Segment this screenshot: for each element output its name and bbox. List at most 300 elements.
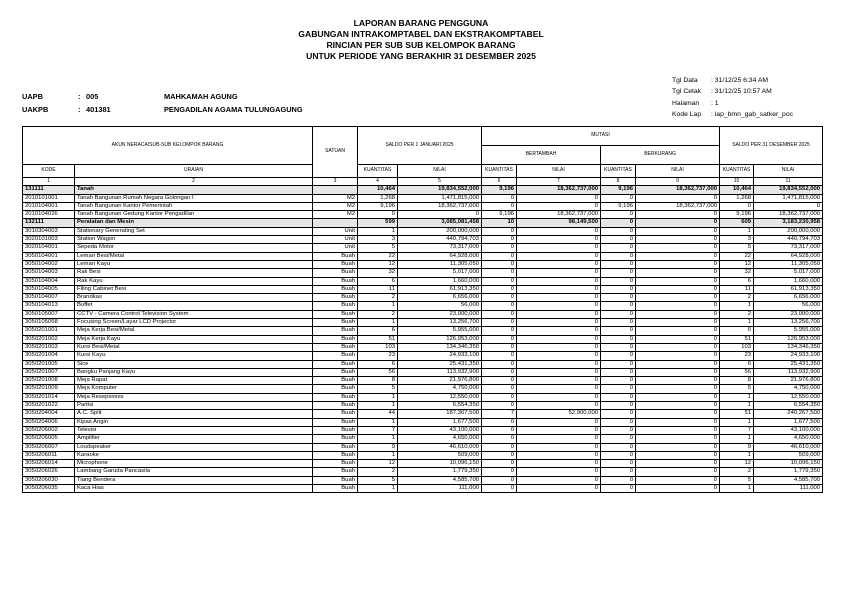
cell-qty-saldo-akhir: 2: [720, 310, 754, 318]
cell-uraian: Meja Kerja Besi/Metal: [75, 327, 313, 335]
cell-qty-saldo-akhir: 0: [720, 202, 754, 210]
cell-nilai-berkurang: 0: [636, 377, 720, 385]
cell-satuan: Buah: [313, 476, 358, 484]
cell-uraian: Meja Komputer: [75, 385, 313, 393]
cell-nilai-saldo-awal: 46,610,000: [398, 443, 482, 451]
cell-qty-saldo-awal: 56: [358, 368, 398, 376]
column-number: 7: [517, 178, 601, 186]
cell-nilai-saldo-akhir: 4,750,000: [754, 385, 823, 393]
cell-satuan: Buah: [313, 426, 358, 434]
cell-satuan: Buah: [313, 343, 358, 351]
cell-uraian: Kaca Hias: [75, 484, 313, 492]
cell-nilai-bertambah: 0: [517, 260, 601, 268]
cell-satuan: [313, 186, 358, 194]
table-row: [23, 393, 823, 401]
cell-nilai-saldo-akhir: 5,017,000: [754, 269, 823, 277]
cell-kode: 3020101003: [23, 236, 75, 244]
cell-uraian: Buffet: [75, 302, 313, 310]
cell-satuan: Buah: [313, 360, 358, 368]
cell-qty-berkurang: 0: [601, 302, 636, 310]
cell-nilai-bertambah: 0: [517, 327, 601, 335]
halaman-value: : 1: [711, 99, 719, 107]
cell-uraian: A.C. Split: [75, 410, 313, 418]
cell-nilai-saldo-awal: 4,650,000: [398, 435, 482, 443]
cell-uraian: Bangku Panjang Kayu: [75, 368, 313, 376]
cell-nilai-bertambah: 0: [517, 244, 601, 252]
table-row: [23, 294, 823, 302]
cell-nilai-bertambah: 0: [517, 294, 601, 302]
cell-qty-saldo-akhir: 12: [720, 460, 754, 468]
cell-kode: 3050104003: [23, 269, 75, 277]
cell-qty-saldo-akhir: 9: [720, 443, 754, 451]
cell-nilai-bertambah: 0: [517, 402, 601, 410]
cell-nilai-saldo-awal: 43,100,000: [398, 426, 482, 434]
cell-uraian: Lemari Kayu: [75, 260, 313, 268]
cell-nilai-bertambah: 0: [517, 426, 601, 434]
cell-kode: 3050201001: [23, 327, 75, 335]
cell-uraian: Kursi Kayu: [75, 352, 313, 360]
cell-nilai-saldo-akhir: 134,346,350: [754, 343, 823, 351]
table-row: [23, 327, 823, 335]
column-number: 4: [358, 178, 398, 186]
cell-nilai-berkurang: 0: [636, 211, 720, 219]
cell-qty-bertambah: 0: [482, 402, 517, 410]
cell-qty-bertambah: 0: [482, 319, 517, 327]
cell-kode: 3050104007: [23, 294, 75, 302]
cell-satuan: Buah: [313, 252, 358, 260]
cell-nilai-saldo-akhir: 13,256,700: [754, 319, 823, 327]
cell-satuan: M2: [313, 211, 358, 219]
cell-qty-saldo-awal: 6: [358, 327, 398, 335]
cell-qty-bertambah: 0: [482, 310, 517, 318]
cell-nilai-saldo-akhir: 200,000,000: [754, 227, 823, 235]
cell-kode: 3050105058: [23, 319, 75, 327]
table-row: [23, 385, 823, 393]
table-row: [23, 476, 823, 484]
cell-qty-saldo-akhir: 22: [720, 252, 754, 260]
cell-nilai-saldo-awal: 11,305,050: [398, 260, 482, 268]
cell-nilai-saldo-akhir: 10,096,150: [754, 460, 823, 468]
cell-qty-saldo-awal: 6: [358, 277, 398, 285]
header-bertambah: BERTAMBAH: [482, 146, 601, 165]
cell-qty-bertambah: 0: [482, 360, 517, 368]
cell-qty-bertambah: 0: [482, 368, 517, 376]
column-number: 3: [313, 178, 358, 186]
cell-nilai-saldo-akhir: 23,000,000: [754, 310, 823, 318]
cell-qty-saldo-awal: 2: [358, 468, 398, 476]
cell-qty-saldo-awal: 22: [358, 252, 398, 260]
cell-qty-saldo-awal: 44: [358, 410, 398, 418]
table-row: [23, 285, 823, 293]
cell-nilai-saldo-awal: 1,660,000: [398, 277, 482, 285]
cell-qty-saldo-akhir: 1: [720, 451, 754, 459]
halaman-row: [672, 98, 793, 109]
cell-nilai-saldo-akhir: 12,550,000: [754, 393, 823, 401]
cell-qty-berkurang: 0: [601, 335, 636, 343]
cell-kode: 132111: [23, 219, 75, 227]
cell-nilai-bertambah: 0: [517, 285, 601, 293]
cell-qty-berkurang: 0: [601, 269, 636, 277]
cell-satuan: Buah: [313, 352, 358, 360]
cell-nilai-bertambah: 0: [517, 277, 601, 285]
cell-qty-bertambah: 0: [482, 260, 517, 268]
cell-qty-saldo-awal: 11: [358, 285, 398, 293]
cell-qty-berkurang: 0: [601, 443, 636, 451]
cell-satuan: M2: [313, 202, 358, 210]
cell-nilai-saldo-awal: 4,585,700: [398, 476, 482, 484]
cell-nilai-berkurang: 0: [636, 360, 720, 368]
column-number: 1: [23, 178, 75, 186]
cell-qty-saldo-akhir: 609: [720, 219, 754, 227]
cell-satuan: Buah: [313, 393, 358, 401]
cell-qty-saldo-akhir: 1,268: [720, 194, 754, 202]
cell-nilai-saldo-awal: 5,955,000: [398, 327, 482, 335]
cell-uraian: Meja Kerja Kayu: [75, 335, 313, 343]
cell-kode: 3050206002: [23, 426, 75, 434]
header-kode: KODE: [23, 165, 75, 178]
group-row: [23, 186, 823, 194]
cell-kode: 3050201022: [23, 402, 75, 410]
cell-kode: 3020104001: [23, 244, 75, 252]
cell-nilai-berkurang: 0: [636, 319, 720, 327]
cell-qty-saldo-awal: 1: [358, 319, 398, 327]
uakpb-name: PENGADILAN AGAMA TULUNGAGUNG: [164, 104, 303, 114]
cell-satuan: Buah: [313, 468, 358, 476]
cell-qty-saldo-awal: 1: [358, 227, 398, 235]
cell-qty-bertambah: 0: [482, 377, 517, 385]
cell-uraian: Televisi: [75, 426, 313, 434]
cell-uraian: Tanah: [75, 186, 313, 194]
uakpb-row: [22, 104, 303, 117]
column-number: 11: [754, 178, 823, 186]
table-row: [23, 244, 823, 252]
cell-qty-saldo-akhir: 1: [720, 227, 754, 235]
cell-nilai-saldo-awal: 440,794,703: [398, 236, 482, 244]
cell-nilai-saldo-awal: 200,000,000: [398, 227, 482, 235]
cell-kode: 3050206007: [23, 443, 75, 451]
cell-nilai-bertambah: 0: [517, 435, 601, 443]
cell-nilai-bertambah: 0: [517, 377, 601, 385]
cell-nilai-bertambah: 0: [517, 343, 601, 351]
cell-nilai-berkurang: 0: [636, 460, 720, 468]
cell-qty-bertambah: 0: [482, 468, 517, 476]
table-row: [23, 269, 823, 277]
cell-qty-saldo-akhir: 12: [720, 260, 754, 268]
cell-nilai-bertambah: 18,362,737,000: [517, 211, 601, 219]
cell-qty-berkurang: 0: [601, 368, 636, 376]
cell-uraian: Focusing Screen/Layar LCD Projector: [75, 319, 313, 327]
cell-nilai-berkurang: 0: [636, 310, 720, 318]
uapb-colon: :: [78, 92, 81, 101]
cell-nilai-saldo-awal: 25,431,350: [398, 360, 482, 368]
cell-nilai-saldo-awal: 4,750,000: [398, 385, 482, 393]
cell-qty-berkurang: 0: [601, 435, 636, 443]
unit-info: [22, 91, 303, 116]
cell-qty-saldo-akhir: 3: [720, 236, 754, 244]
cell-qty-berkurang: 0: [601, 352, 636, 360]
cell-uraian: Tanah Bangunan Rumah Negara Golongan I: [75, 194, 313, 202]
cell-qty-saldo-akhir: 8: [720, 377, 754, 385]
header-saldo-awal: SALDO PER 1 JANUARI 2025: [358, 127, 482, 165]
header-nilai: NILAI: [398, 165, 482, 178]
cell-qty-bertambah: 0: [482, 476, 517, 484]
uapb-row: [22, 91, 303, 104]
cell-qty-berkurang: 0: [601, 294, 636, 302]
cell-qty-saldo-akhir: 6: [720, 360, 754, 368]
cell-nilai-bertambah: 0: [517, 385, 601, 393]
cell-nilai-bertambah: 98,149,500: [517, 219, 601, 227]
uapb-code: 005: [86, 92, 99, 101]
cell-qty-saldo-akhir: 5: [720, 476, 754, 484]
cell-nilai-saldo-awal: 61,913,350: [398, 285, 482, 293]
report-title-line: LAPORAN BARANG PENGGUNA: [353, 18, 489, 28]
cell-qty-saldo-awal: 12: [358, 460, 398, 468]
cell-nilai-berkurang: 0: [636, 277, 720, 285]
cell-nilai-berkurang: 0: [636, 352, 720, 360]
cell-qty-saldo-awal: 51: [358, 335, 398, 343]
cell-uraian: Lambang Garuda Pancasila: [75, 468, 313, 476]
table-row: [23, 335, 823, 343]
cell-kode: 3050204004: [23, 410, 75, 418]
cell-uraian: Tanah Bangunan Gedung Kantor Pengadilan: [75, 211, 313, 219]
cell-nilai-saldo-awal: 509,000: [398, 451, 482, 459]
cell-kode: 3050104013: [23, 302, 75, 310]
cell-satuan: Unit: [313, 236, 358, 244]
cell-qty-saldo-akhir: 32: [720, 269, 754, 277]
table-header: [23, 127, 823, 186]
cell-qty-berkurang: 0: [601, 244, 636, 252]
cell-qty-saldo-akhir: 1: [720, 319, 754, 327]
cell-qty-berkurang: 0: [601, 327, 636, 335]
cell-nilai-saldo-awal: 5,017,000: [398, 269, 482, 277]
cell-kode: 3050201002: [23, 335, 75, 343]
header-uraian: URAIAN: [75, 165, 313, 178]
cell-nilai-berkurang: 0: [636, 227, 720, 235]
cell-nilai-saldo-akhir: 18,362,737,000: [754, 211, 823, 219]
cell-uraian: Tanah Bangunan Kantor Pemerintah: [75, 202, 313, 210]
cell-nilai-saldo-akhir: 4,650,000: [754, 435, 823, 443]
header-berkurang: BERKURANG: [601, 146, 720, 165]
cell-satuan: Buah: [313, 319, 358, 327]
cell-qty-bertambah: 0: [482, 285, 517, 293]
cell-nilai-berkurang: 0: [636, 435, 720, 443]
cell-uraian: Filing Cabinet Besi: [75, 285, 313, 293]
cell-qty-bertambah: 0: [482, 443, 517, 451]
cell-nilai-berkurang: 0: [636, 426, 720, 434]
uakpb-code: 401381: [86, 104, 111, 114]
cell-nilai-berkurang: 0: [636, 393, 720, 401]
cell-nilai-saldo-akhir: 73,317,000: [754, 244, 823, 252]
cell-qty-bertambah: 0: [482, 451, 517, 459]
header-nilai: NILAI: [517, 165, 601, 178]
cell-qty-saldo-awal: 1: [358, 484, 398, 492]
cell-qty-saldo-awal: 2: [358, 294, 398, 302]
cell-qty-berkurang: 0: [601, 393, 636, 401]
cell-nilai-saldo-awal: 24,933,100: [398, 352, 482, 360]
cell-nilai-berkurang: 0: [636, 302, 720, 310]
header-satuan: SATUAN: [313, 127, 358, 178]
cell-qty-bertambah: 0: [482, 343, 517, 351]
cell-nilai-berkurang: 0: [636, 476, 720, 484]
cell-qty-berkurang: 0: [601, 460, 636, 468]
cell-qty-saldo-akhir: 11: [720, 285, 754, 293]
header-mutasi: MUTASI: [482, 127, 720, 146]
cell-qty-bertambah: 0: [482, 460, 517, 468]
table-row: [23, 260, 823, 268]
cell-qty-saldo-akhir: 51: [720, 335, 754, 343]
cell-nilai-berkurang: 0: [636, 219, 720, 227]
table-row: [23, 426, 823, 434]
cell-nilai-berkurang: 0: [636, 368, 720, 376]
cell-kode: 131111: [23, 186, 75, 194]
cell-qty-bertambah: 0: [482, 194, 517, 202]
cell-qty-bertambah: 0: [482, 252, 517, 260]
table-row: [23, 319, 823, 327]
cell-nilai-saldo-awal: 126,953,000: [398, 335, 482, 343]
cell-qty-saldo-akhir: 7: [720, 426, 754, 434]
cell-qty-saldo-awal: 1: [358, 451, 398, 459]
cell-satuan: Buah: [313, 335, 358, 343]
cell-nilai-bertambah: 18,362,737,000: [517, 186, 601, 194]
cell-nilai-berkurang: 0: [636, 410, 720, 418]
cell-qty-bertambah: 0: [482, 277, 517, 285]
cell-nilai-saldo-awal: 12,550,000: [398, 393, 482, 401]
cell-nilai-saldo-awal: 21,976,800: [398, 377, 482, 385]
cell-kode: 3050206014: [23, 460, 75, 468]
cell-satuan: Buah: [313, 460, 358, 468]
cell-satuan: Buah: [313, 277, 358, 285]
cell-qty-berkurang: 0: [601, 385, 636, 393]
cell-kode: 3050206026: [23, 468, 75, 476]
cell-kode: 3050201005: [23, 360, 75, 368]
cell-satuan: Buah: [313, 368, 358, 376]
cell-qty-bertambah: 0: [482, 244, 517, 252]
cell-nilai-saldo-akhir: 3,183,230,958: [754, 219, 823, 227]
cell-qty-saldo-akhir: 10,464: [720, 186, 754, 194]
cell-nilai-bertambah: 0: [517, 418, 601, 426]
cell-nilai-saldo-awal: 73,317,000: [398, 244, 482, 252]
cell-kode: 3050204006: [23, 418, 75, 426]
cell-qty-saldo-awal: 1: [358, 393, 398, 401]
cell-satuan: Buah: [313, 327, 358, 335]
cell-qty-saldo-awal: 23: [358, 352, 398, 360]
cell-qty-berkurang: 0: [601, 484, 636, 492]
cell-uraian: Rak Kayu: [75, 277, 313, 285]
cell-nilai-bertambah: 0: [517, 335, 601, 343]
cell-uraian: CCTV - Camera Control Television System: [75, 310, 313, 318]
cell-kode: 3050201003: [23, 343, 75, 351]
cell-qty-bertambah: 0: [482, 327, 517, 335]
tgl-data-label: Tgl Data: [672, 77, 698, 84]
cell-nilai-berkurang: 0: [636, 260, 720, 268]
cell-kode: 3050206035: [23, 484, 75, 492]
cell-nilai-saldo-awal: 3,085,081,458: [398, 219, 482, 227]
cell-qty-saldo-awal: 0: [358, 211, 398, 219]
table-row: [23, 443, 823, 451]
cell-nilai-saldo-akhir: 111,000: [754, 484, 823, 492]
cell-nilai-berkurang: 0: [636, 443, 720, 451]
cell-qty-berkurang: 0: [601, 377, 636, 385]
cell-qty-bertambah: 10: [482, 219, 517, 227]
cell-nilai-saldo-akhir: 4,585,700: [754, 476, 823, 484]
cell-uraian: Brandkas: [75, 294, 313, 302]
table-row: [23, 460, 823, 468]
cell-nilai-bertambah: 0: [517, 252, 601, 260]
cell-nilai-saldo-awal: 23,000,000: [398, 310, 482, 318]
cell-nilai-saldo-awal: 113,932,900: [398, 368, 482, 376]
header-saldo-akhir: SALDO PER 31 DESEMBER 2025: [720, 127, 823, 165]
cell-qty-saldo-awal: 1: [358, 302, 398, 310]
cell-uraian: Station Wagon: [75, 236, 313, 244]
cell-satuan: Buah: [313, 377, 358, 385]
table-row: [23, 368, 823, 376]
cell-qty-berkurang: 0: [601, 343, 636, 351]
cell-qty-saldo-akhir: 1: [720, 435, 754, 443]
cell-satuan: [313, 219, 358, 227]
table-row: [23, 310, 823, 318]
cell-qty-saldo-akhir: 5: [720, 385, 754, 393]
cell-nilai-berkurang: 0: [636, 343, 720, 351]
cell-nilai-bertambah: 0: [517, 451, 601, 459]
cell-nilai-saldo-akhir: 25,431,350: [754, 360, 823, 368]
table-row: [23, 227, 823, 235]
cell-uraian: Partisi: [75, 402, 313, 410]
cell-uraian: Lemari Besi/Metal: [75, 252, 313, 260]
cell-qty-saldo-akhir: 9,196: [720, 211, 754, 219]
cell-qty-saldo-akhir: 103: [720, 343, 754, 351]
cell-kode: 2010101001: [23, 194, 75, 202]
uapb-label: UAPB: [22, 92, 43, 101]
cell-kode: 3050105007: [23, 310, 75, 318]
cell-qty-saldo-awal: 6: [358, 360, 398, 368]
cell-nilai-bertambah: 0: [517, 227, 601, 235]
cell-satuan: Buah: [313, 302, 358, 310]
cell-nilai-bertambah: 0: [517, 319, 601, 327]
tgl-data-value: : 31/12/25 6:34 AM: [711, 77, 769, 84]
cell-nilai-saldo-awal: 18,362,737,000: [398, 202, 482, 210]
report-title-line: RINCIAN PER SUB SUB KELOMPOK BARANG: [326, 40, 516, 50]
cell-nilai-berkurang: 0: [636, 335, 720, 343]
cell-qty-bertambah: 0: [482, 352, 517, 360]
cell-nilai-saldo-akhir: 64,928,000: [754, 252, 823, 260]
cell-nilai-berkurang: 0: [636, 385, 720, 393]
cell-qty-saldo-awal: 1: [358, 418, 398, 426]
cell-nilai-saldo-akhir: 0: [754, 202, 823, 210]
cell-kode: 3050104005: [23, 285, 75, 293]
cell-nilai-berkurang: 18,362,737,000: [636, 202, 720, 210]
cell-kode: 2010104001: [23, 202, 75, 210]
cell-qty-saldo-akhir: 1: [720, 418, 754, 426]
kode-lap-value: : lap_bmn_gab_satker_poc: [711, 111, 793, 119]
cell-satuan: Buah: [313, 484, 358, 492]
cell-nilai-saldo-awal: 6,554,350: [398, 402, 482, 410]
cell-satuan: M2: [313, 194, 358, 202]
cell-qty-berkurang: 0: [601, 252, 636, 260]
cell-kode: 3050201014: [23, 393, 75, 401]
cell-qty-berkurang: 0: [601, 277, 636, 285]
cell-nilai-bertambah: 0: [517, 443, 601, 451]
cell-satuan: Buah: [313, 294, 358, 302]
cell-nilai-saldo-akhir: 5,955,000: [754, 327, 823, 335]
cell-nilai-saldo-awal: 56,000: [398, 302, 482, 310]
cell-nilai-saldo-akhir: 24,933,100: [754, 352, 823, 360]
cell-uraian: Kursi Besi/Metal: [75, 343, 313, 351]
cell-uraian: Sice: [75, 360, 313, 368]
cell-qty-berkurang: 0: [601, 319, 636, 327]
cell-qty-berkurang: 9,196: [601, 186, 636, 194]
cell-nilai-berkurang: 0: [636, 269, 720, 277]
cell-nilai-saldo-akhir: 509,000: [754, 451, 823, 459]
